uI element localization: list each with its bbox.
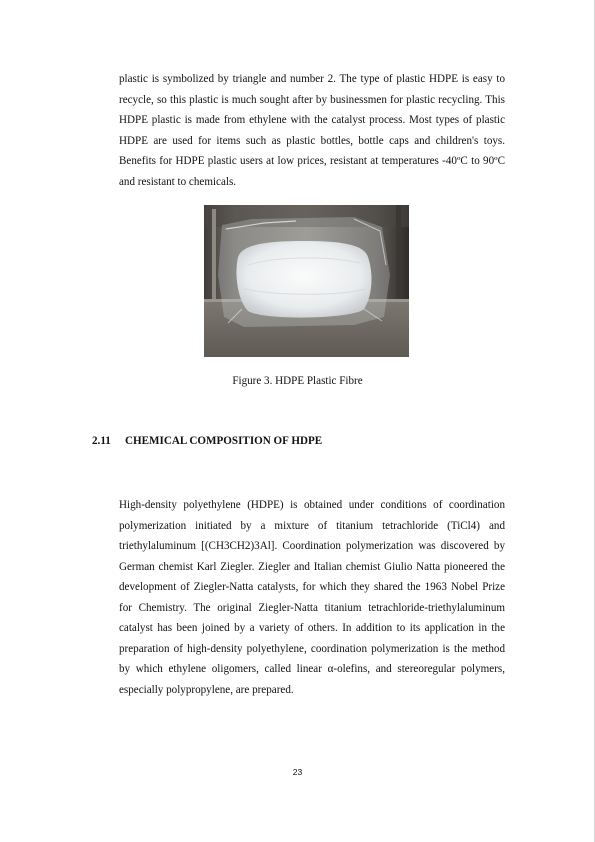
paragraph-hdpe-recycling: plastic is symbolized by triangle and number 2. The type of plastic HDPE is easy to recycle, so this plastic is much sought after by businessmen for plastic recycling. This HDPE plastic is made from ethylene with the catalyst process. Most types of plastic HDPE are used for items such as plastic bottles, bottle caps and children's toys. Benefits for HDPE plastic users at low prices, resistant at temperatures -40ºC to 90ºC and resistant to chemicals.	[119, 73, 505, 188]
figure-photo-hdpe-fibre	[204, 205, 409, 357]
paragraph-hdpe-composition: High-density polyethylene (HDPE) is obtained under conditions of coordination polymerization initiated by a mixture of titanium tetrachloride (TiCl4) and triethylaluminum [(CH3CH2)3Al]. Coordination polymerization was discovered by German chemist Karl Ziegler. Ziegler and Italian chemist Giulio Natta pioneered the development of Ziegler-Natta catalysts, for which they shared the 1963 Nobel Prize for Chemistry. The original Ziegler-Natta titanium tetrachloride-triethylaluminum catalyst has been joined by a variety of others. In addition to its application in the preparation of high-density polyethylene, coordination polymerization is the method by which ethylene oligomers, called linear α-olefins, and stereoregular polymers, especially polypropylene, are prepared.	[119, 499, 505, 696]
section-title: CHEMICAL COMPOSITION OF HDPE	[125, 435, 323, 447]
section-number: 2.11	[92, 435, 111, 447]
figure-caption: Figure 3. HDPE Plastic Fibre	[232, 375, 363, 387]
hdpe-fibre-bag-illustration	[204, 205, 409, 357]
section-heading	[92, 434, 322, 448]
page-number: 23	[292, 767, 303, 777]
